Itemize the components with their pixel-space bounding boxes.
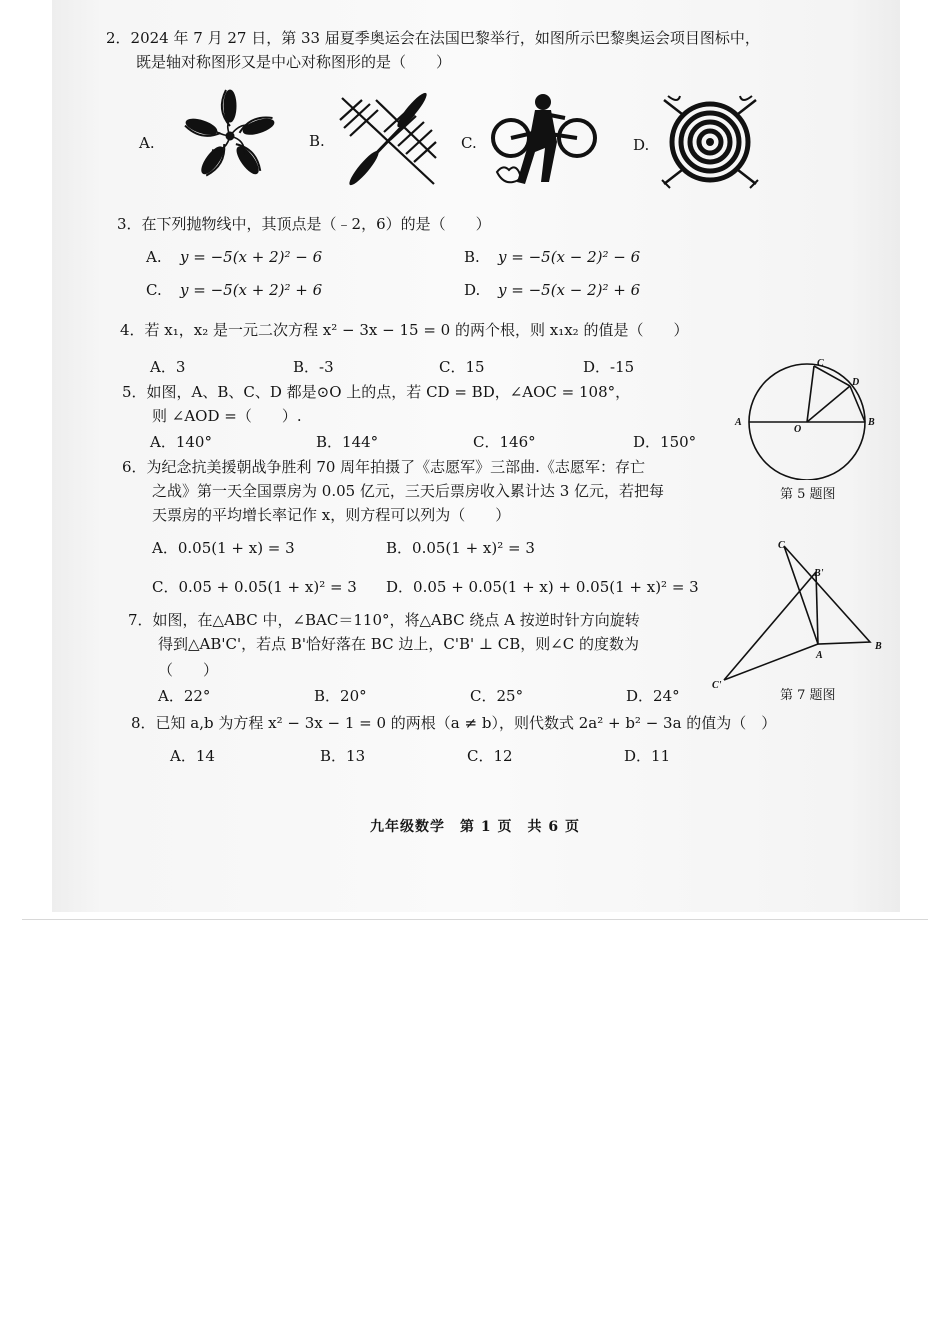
q5-point-o: O [794, 424, 802, 435]
q7-stem-line3: （ ） [158, 661, 219, 679]
q3-option-b: y = −5(x − 2)² − 6 [498, 248, 641, 266]
q8-option-c: C．12 [467, 747, 513, 765]
q2-stem-line2: 既是轴对称图形又是中心对称图形的是（ ） [136, 53, 452, 71]
q3-option-a: y = −5(x + 2)² − 6 [180, 248, 323, 266]
q5-option-d: D．150° [633, 433, 697, 451]
q3-option-c-label: C. [146, 281, 162, 299]
q5-option-b: B．144° [316, 433, 379, 451]
q6-option-a: A．0.05(1 + x) = 3 [152, 539, 295, 557]
q2-option-d-label: D. [633, 136, 650, 154]
page-divider [22, 919, 928, 920]
q5-point-c: C [817, 358, 824, 369]
q7-point-b-prime: B' [814, 568, 824, 579]
q7-point-c-prime: C' [712, 680, 722, 688]
q5-point-d: D [852, 377, 860, 388]
q7-point-b: B [875, 641, 882, 652]
q5-point-a: A [735, 417, 742, 428]
q2-option-c-label: C. [461, 134, 477, 152]
q2-option-b-label: B. [309, 132, 325, 150]
q5-circle-figure [730, 358, 880, 480]
q5-stem-line2: 则 ∠AOD =（ ）. [152, 407, 302, 425]
q2-stem-line1: 2．2024 年 7 月 27 日，第 33 届夏季奥运会在法国巴黎举行，如图所示巴黎奥运会项目图标中， [106, 29, 760, 47]
q3-option-c: y = −5(x + 2)² + 6 [180, 281, 323, 299]
q7-figure-caption: 第 7 题图 [780, 688, 836, 703]
q3-option-a-label: A. [146, 248, 162, 266]
q7-option-a: A．22° [158, 687, 211, 705]
q6-option-c: C．0.05 + 0.05(1 + x)² = 3 [152, 578, 357, 596]
q5-stem-line1: 5．如图，A、B、C、D 都是⊙O 上的点，若 CD = BD，∠AOC = 108°， [122, 383, 631, 401]
q3-option-b-label: B. [464, 248, 480, 266]
q7-stem-line1: 7．如图，在△ABC 中，∠BAC＝110°，将△ABC 绕点 A 按逆时针方向旋转 [128, 611, 640, 629]
q5-figure-caption: 第 5 题图 [780, 487, 836, 502]
q3-option-d: y = −5(x − 2)² + 6 [498, 281, 641, 299]
q8-option-b: B．13 [320, 747, 366, 765]
q4-option-d: D．-15 [583, 358, 635, 376]
pinwheel-icon [176, 86, 284, 186]
q5-option-a: A．140° [150, 433, 212, 451]
q8-option-a: A．14 [170, 747, 215, 765]
archery-target-icon [660, 94, 760, 190]
q7-point-c: C [778, 540, 785, 551]
q7-option-c: C．25° [470, 687, 524, 705]
q4-stem: 4．若 x₁，x₂ 是一元二次方程 x² − 3x − 15 = 0 的两个根，则 x₁x₂ 的值是（ ） [120, 321, 689, 339]
q3-option-d-label: D. [464, 281, 481, 299]
q4-option-c: C．15 [439, 358, 485, 376]
q6-option-b: B．0.05(1 + x)² = 3 [386, 539, 535, 557]
q7-option-b: B．20° [314, 687, 367, 705]
q7-triangle-figure [706, 536, 888, 688]
q8-stem: 8．已知 a,b 为方程 x² − 3x − 1 = 0 的两根（a ≠ b），则代数式 2a² + b² − 3a 的值为（ ） [131, 714, 777, 732]
q6-stem-line3: 天票房的平均增长率记作 x，则方程可以列为（ ） [152, 506, 511, 524]
q6-stem-line2: 之战》第一天全国票房为 0.05 亿元，三天后票房收入累计达 3 亿元，若把每 [152, 482, 665, 500]
q6-option-d: D．0.05 + 0.05(1 + x) + 0.05(1 + x)² = 3 [386, 578, 699, 596]
q5-option-c: C．146° [473, 433, 536, 451]
q7-option-d: D．24° [626, 687, 680, 705]
q7-stem-line2: 得到△AB'C'，若点 B'恰好落在 BC 边上，C'B' ⊥ CB，则∠C 的度数为 [158, 635, 640, 653]
q8-option-d: D．11 [624, 747, 671, 765]
q5-point-b: B [868, 417, 875, 428]
q2-option-a-label: A. [139, 134, 155, 152]
q4-option-a: A．3 [150, 358, 186, 376]
cyclist-icon [487, 92, 601, 188]
q3-stem: 3．在下列抛物线中，其顶点是（﹣2，6）的是（ ） [117, 215, 491, 233]
page-footer: 九年级数学 第 1 页 共 6 页 [370, 819, 580, 835]
crossed-oars-icon [336, 92, 440, 190]
q6-stem-line1: 6．为纪念抗美援朝战争胜利 70 周年拍摄了《志愿军》三部曲.《志愿军：存亡 [122, 458, 645, 476]
q4-option-b: B．-3 [293, 358, 334, 376]
q7-point-a: A [816, 650, 823, 661]
